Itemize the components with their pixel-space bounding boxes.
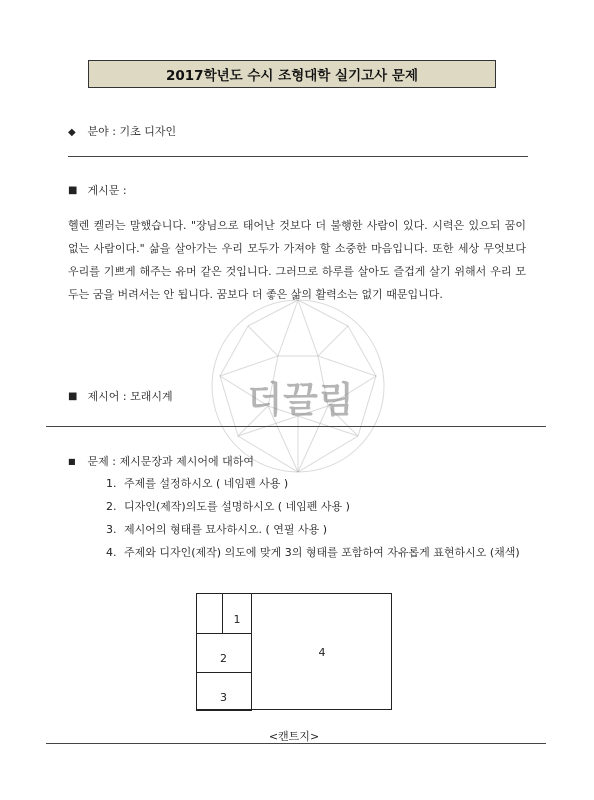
- diagram-caption: <캔트지>: [268, 730, 320, 743]
- subject-text: 제시어 : 모래시계: [87, 390, 173, 403]
- notice-label: 게시문 :: [87, 184, 127, 197]
- item-number: 2.: [106, 500, 117, 513]
- item-text: 디자인(제작)의도를 설명하시오 ( 네임펜 사용 ): [124, 500, 350, 513]
- task-line: [68, 453, 254, 469]
- field-text: 분야 : 기초 디자인: [87, 125, 177, 138]
- layout-diagram: [196, 593, 392, 710]
- subject-line: [68, 388, 173, 404]
- diagram-cell-blank: [196, 593, 223, 634]
- item-text: 제시어의 형태를 묘사하시오. ( 연필 사용 ): [124, 523, 328, 536]
- item-number: 4.: [106, 546, 117, 559]
- item-text: 주제를 설정하시오 ( 네임펜 사용 ): [124, 477, 289, 490]
- item-number: 1.: [106, 477, 117, 490]
- square-bullet-icon: ■: [68, 457, 76, 466]
- item-text: 주제와 디자인(제작) 의도에 맞게 3의 형태를 포함하여 자유롭게 표현하시오 (채색): [124, 546, 520, 559]
- watermark-text: 더끌림: [247, 380, 355, 421]
- task-list: [106, 472, 540, 564]
- square-bullet-icon: ■: [68, 391, 78, 402]
- divider: [68, 156, 528, 157]
- field-line: [68, 123, 176, 139]
- divider: [46, 743, 546, 744]
- square-bullet-icon: ■: [68, 185, 78, 196]
- diagram-cell-3: 3: [196, 672, 252, 711]
- notice-passage: 헬렌 켈러는 말했습니다. "장님으로 태어난 것보다 더 불행한 사람이 있다. 시력은 있으되 꿈이 없는 사람이다." 삶을 살아가는 우리 모두가 가져야 할 소중한 마음입니다. 또한 세상 무엇보다 우리를 기쁘게 해주는 유머 같은 것입니다. 그러므로 하루를 살아도 즐겁게 살기 위해서 우리 모두는 굼을 버려서는 안 됩니다. 꿈보다 더 좋은 삶의 활력소는 없기 때문입니다.: [68, 219, 526, 301]
- diagram-cell-2: 2: [196, 633, 252, 673]
- divider: [46, 426, 546, 427]
- list-item: [106, 518, 540, 541]
- list-item: [106, 495, 540, 518]
- task-label: 문제 : 제시문장과 제시어에 대하여: [87, 455, 254, 468]
- item-number: 3.: [106, 523, 117, 536]
- notice-line: [68, 182, 127, 198]
- diagram-cell-1: 1: [222, 593, 252, 634]
- exam-title: 2017학년도 수시 조형대학 실기고사 문제: [88, 60, 496, 88]
- list-item: [106, 541, 540, 564]
- list-item: [106, 472, 540, 495]
- diamond-icon: ◆: [68, 127, 76, 138]
- diagram-cell-4: 4: [251, 593, 392, 711]
